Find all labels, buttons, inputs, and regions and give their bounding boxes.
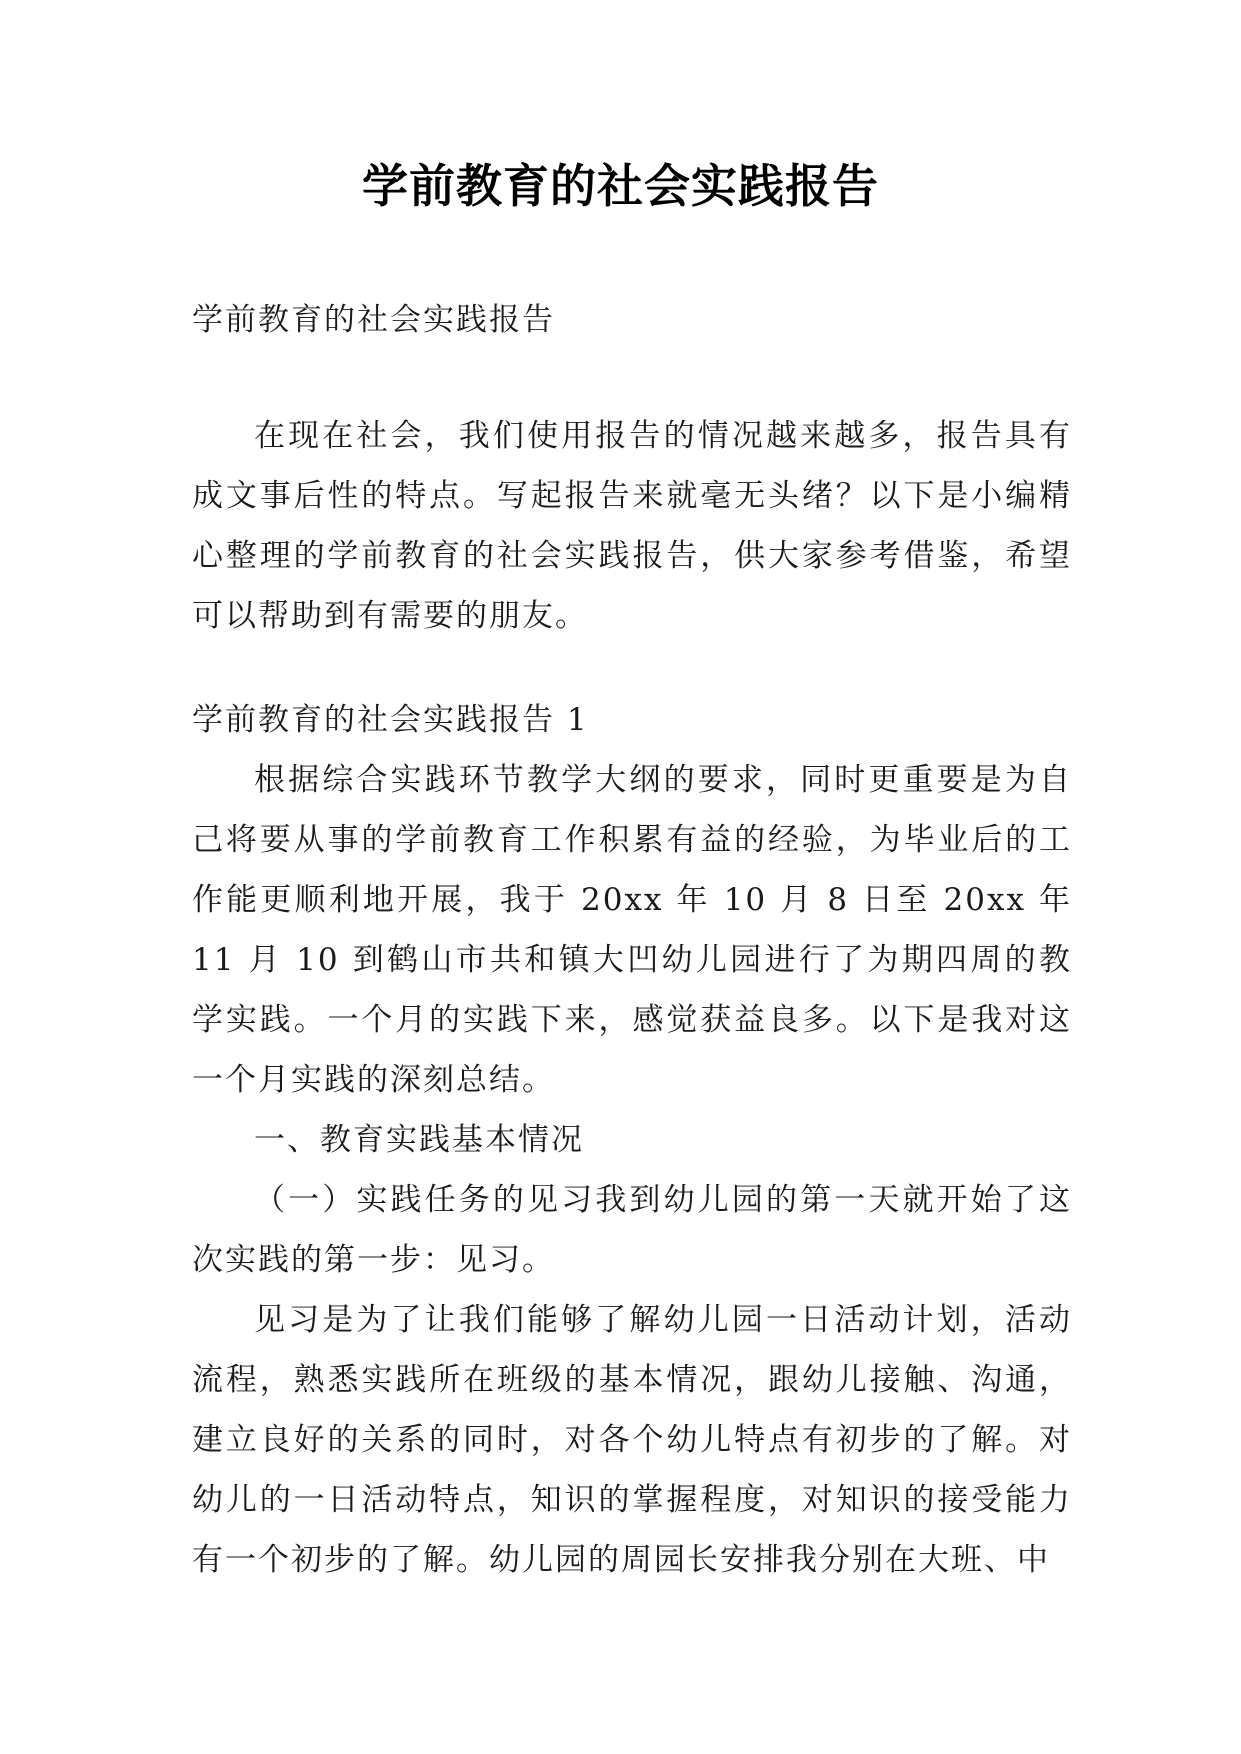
document-subtitle: 学前教育的社会实践报告 [192, 302, 555, 338]
section-1 [192, 690, 1072, 1590]
intro-paragraph: 在现在社会，我们使用报告的情况越来越多，报告具有成文事后性的特点。写起报告来就毫无头绪？以下是小编精心整理的学前教育的社会实践报告，供大家参考借鉴，希望可以帮助到有需要的朋友。 [192, 418, 1072, 634]
section-heading: 学前教育的社会实践报告 1 [192, 702, 589, 738]
paragraph: （一）实践任务的见习我到幼儿园的第一天就开始了这次实践的第一步：见习。 [192, 1182, 1072, 1278]
intro-block [192, 406, 1072, 646]
paragraph: 见习是为了让我们能够了解幼儿园一日活动计划，活动流程，熟悉实践所在班级的基本情况，跟幼儿接触、沟通，建立良好的关系的同时，对各个幼儿特点有初步的了解。对幼儿的一日活动特点，知识的掌握程度，对知识的接受能力有一个初步的了解。幼儿园的周园长安排我分别在大班、中 [192, 1302, 1072, 1578]
paragraph: 根据综合实践环节教学大纲的要求，同时更重要是为自己将要从事的学前教育工作积累有益的经验，为毕业后的工作能更顺利地开展，我于 20xx 年 10 月 8 日至 20xx 年 11 月 10 到鹤山市共和镇大凹幼儿园进行了为期四周的教学实践。一个月的实践下来，感觉获益良多。以下是我对这一个月实践的深刻总结。 [192, 762, 1072, 1098]
subsection-heading: 一、教育实践基本情况 [254, 1122, 584, 1158]
document-title: 学前教育的社会实践报告 [362, 159, 879, 213]
